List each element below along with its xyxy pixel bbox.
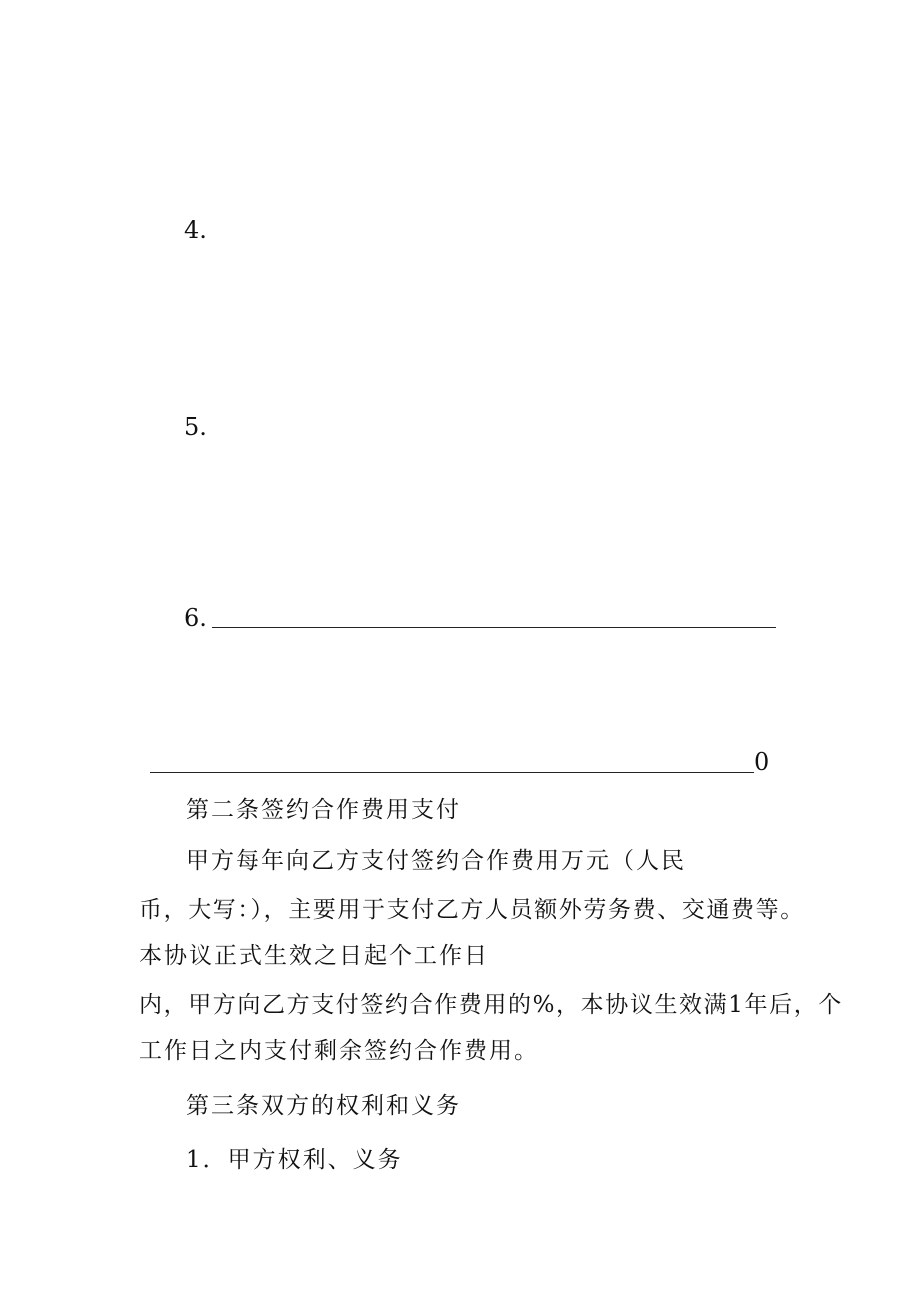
item-6-blank-line [212,627,776,628]
article-2-paragraph-1-line-1: 甲方每年向乙方支付签约合作费用万元（人民 [186,848,686,874]
article-2-paragraph-2-line-3: 工作日之内支付剩余签约合作费用。 [139,1038,539,1064]
article-3-subsection-1: 1．甲方权利、义务 [186,1147,403,1173]
item-5-number: 5. [184,413,207,441]
article-3-heading: 第三条双方的权利和义务 [186,1093,461,1119]
item-6-number: 6. [184,604,207,632]
blank-line-end-mark: 0 [754,748,770,776]
article-2-heading: 第二条签约合作费用支付 [186,797,461,823]
item-4-number: 4. [184,216,207,244]
article-2-paragraph-1-line-2: 币，大写：），主要用于支付乙方人员额外劳务费、交通费等。 [139,897,805,923]
article-2-paragraph-2-line-1: 本协议正式生效之日起个工作日 [139,943,489,969]
continuation-blank-line [150,772,754,773]
article-2-paragraph-2-line-2: 内，甲方向乙方支付签约合作费用的%，本协议生效满1年后，个 [139,992,843,1018]
